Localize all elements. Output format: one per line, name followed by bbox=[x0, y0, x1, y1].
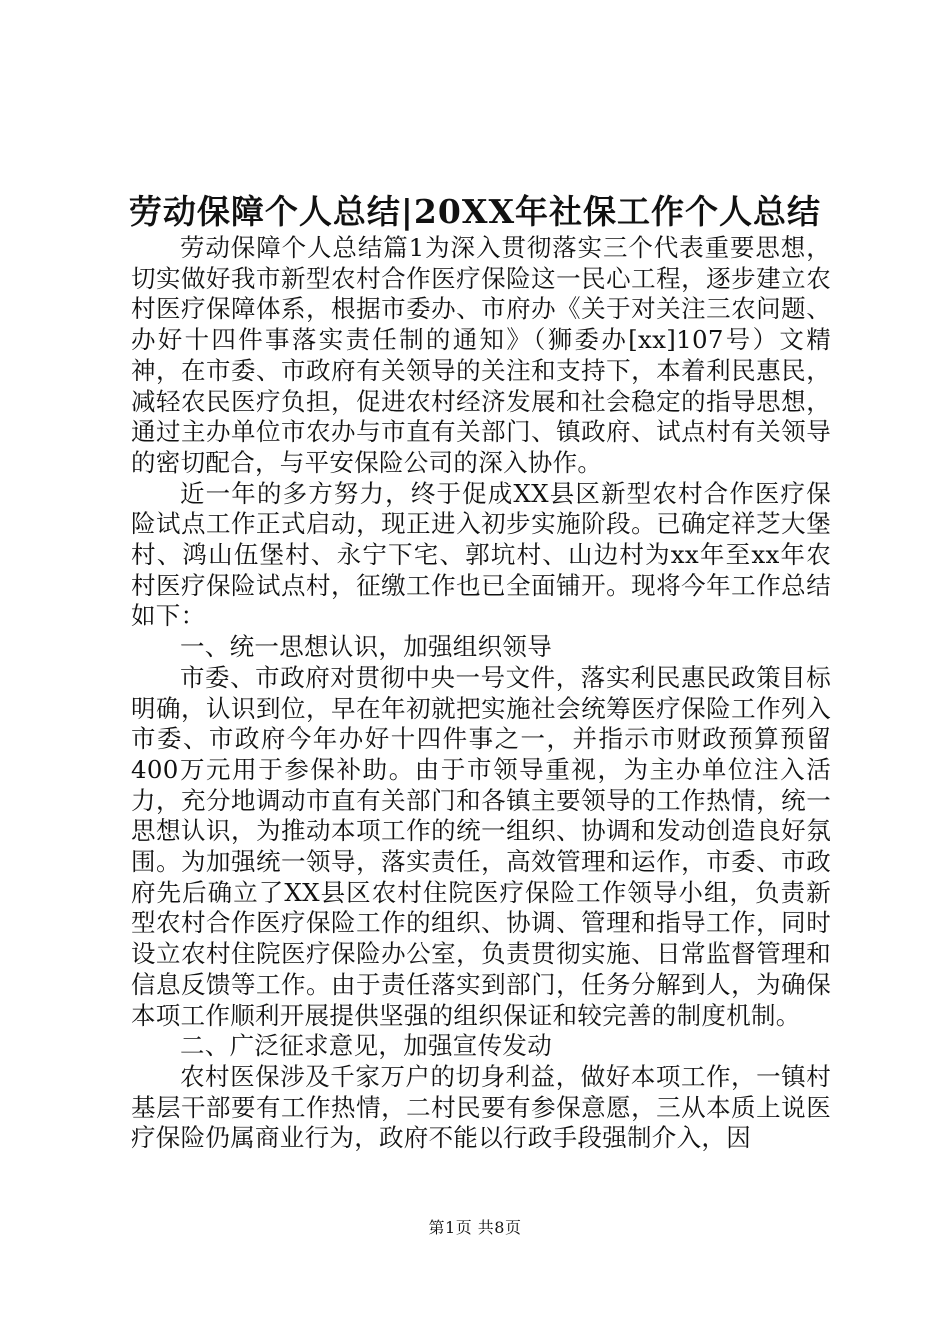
paragraph: 市委、市政府对贯彻中央一号文件，落实利民惠民政策目标明确，认识到位，早在年初就把实施社会统筹医疗保险工作列入市委、市政府今年办好十四件事之一，并指示市财政预算预留400万元用于参保补助。由于市领导重视，为主办单位注入活力，充分地调动市直有关部门和各镇主要领导的工作热情，统一思想认识，为推动本项工作的统一组织、协调和发动创造良好氛围。为加强统一领导，落实责任，高效管理和运作，市委、市政府先后确立了XX县区农村住院医疗保险工作领导小组，负责新型农村合作医疗保险工作的组织、协调、管理和指导工作，同时设立农村住院医疗保险办公室，负责贯彻实施、日常监督管理和信息反馈等工作。由于责任落实到部门，任务分解到人，为确保本项工作顺利开展提供坚强的组织保证和较完善的制度机制。 bbox=[131, 662, 831, 1030]
document-body bbox=[131, 233, 831, 1154]
section-heading: 二、广泛征求意见，加强宣传发动 bbox=[180, 1031, 552, 1061]
section-heading: 一、统一思想认识，加强组织领导 bbox=[180, 632, 552, 662]
document-title: 劳动保障个人总结|20XX年社保工作个人总结 bbox=[128, 192, 822, 231]
paragraph: 农村医保涉及千家万户的切身利益，做好本项工作，一镇村基层干部要有工作热情，二村民要有参保意愿，三从本质上说医疗保险仍属商业行为，政府不能以行政手段强制介入，因 bbox=[131, 1061, 831, 1153]
page-number-footer: 第1页 共8页 bbox=[428, 1218, 522, 1237]
paragraph: 近一年的多方努力，终于促成XX县区新型农村合作医疗保险试点工作正式启动，现正进入初步实施阶段。已确定祥芝大堡村、鸿山伍堡村、永宁下宅、郭坑村、山边村为xx年至xx年农村医疗保险试点村，征缴工作也已全面铺开。现将今年工作总结如下： bbox=[131, 478, 831, 631]
paragraph: 劳动保障个人总结篇1为深入贯彻落实三个代表重要思想，切实做好我市新型农村合作医疗保险这一民心工程，逐步建立农村医疗保障体系，根据市委办、市府办《关于对关注三农问题、办好十四件事落实责任制的通知》（狮委办[xx]107号）文精神，在市委、市政府有关领导的关注和支持下，本着利民惠民，减轻农民医疗负担，促进农村经济发展和社会稳定的指导思想，通过主办单位市农办与市直有关部门、镇政府、试点村有关领导的密切配合，与平安保险公司的深入协作。 bbox=[131, 233, 831, 477]
